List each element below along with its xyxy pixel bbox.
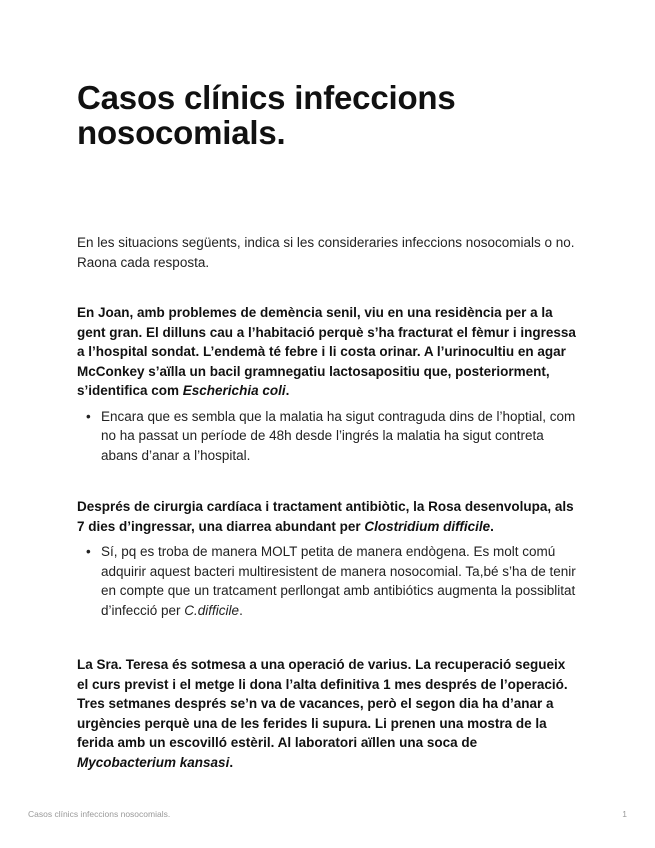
case-2-statement [77,497,577,536]
case-2-answer-organism: C.difficile [184,602,240,618]
case-1-organism: Escherichia coli [182,383,286,398]
case-2 [77,497,577,620]
bullet-icon: • [86,544,91,559]
case-1-statement-text: En Joan, amb problemes de demència senil, viu en una residència per a la gent gran. El dilluns cau a l’habitació perquè s’ha fracturat el fèmur i ingressa a l’hospital sondat. L’endemà té febre i li costa orinar. A l’urinocultiu en agar McConkey s’aïlla un bacil gramnegatiu lactosapositiu que, posteriorment, s’identifica com [77,305,576,398]
footer-title: Casos clínics infeccions nosocomials. [28,809,171,819]
case-1-answer-text: Encara que es sembla que la malatia ha sigut contraguda dins de l’hoptial, com no ha passat un període de 48h desde l’ingrés la malatia ha sigut contreta abans d’anar a l’hospital. [101,408,576,463]
case-2-answer [86,542,577,620]
case-2-answer-list [77,542,577,620]
case-1 [77,303,577,465]
case-3-statement-end: . [229,754,234,770]
case-2-statement-end: . [490,518,494,534]
case-1-statement [77,303,577,401]
bullet-icon: • [86,408,91,424]
case-3-statement [77,655,577,772]
case-1-statement-end: . [285,383,290,398]
case-1-answer [86,407,577,466]
page-number: 1 [622,809,627,819]
case-1-answer-list [77,407,577,466]
case-2-answer-text: Sí, pq es troba de manera MOLT petita de manera endògena. Es molt comú adquirir aquest bacteri multiresistent de manera nosocomial. Ta,bé s’ha de tenir en compte que un tratcament perllongat amb antibiótics augmenta la possiblitat d’infecció per [101,544,576,618]
page-title: Casos clínics infeccions nosocomials. [77,79,456,151]
case-3 [77,655,577,772]
intro-paragraph: En les situacions següents, indica si les consideraries infeccions nosocomials o no. Raona cada resposta. [77,235,575,270]
case-2-answer-end: . [239,602,243,618]
case-2-statement-text: Després de cirurgia cardíaca i tractament antibiòtic, la Rosa desenvolupa, als 7 dies d’ingressar, una diarrea abundant per [77,499,574,534]
case-3-statement-text: La Sra. Teresa és sotmesa a una operació de varius. La recuperació segueix el curs previst i el metge li dona l’alta definitiva 1 mes després de l’operació. Tres setmanes després se’n va de vacances, però el segon dia ha d’anar a urgències perquè una de les ferides li supura. Li prenen una mostra de la ferida amb un escovilló estèril. Al laboratori aïllen una soca de [77,657,568,750]
case-2-organism: Clostridium difficile [364,518,491,534]
case-3-organism: Mycobacterium kansasi [77,754,230,770]
